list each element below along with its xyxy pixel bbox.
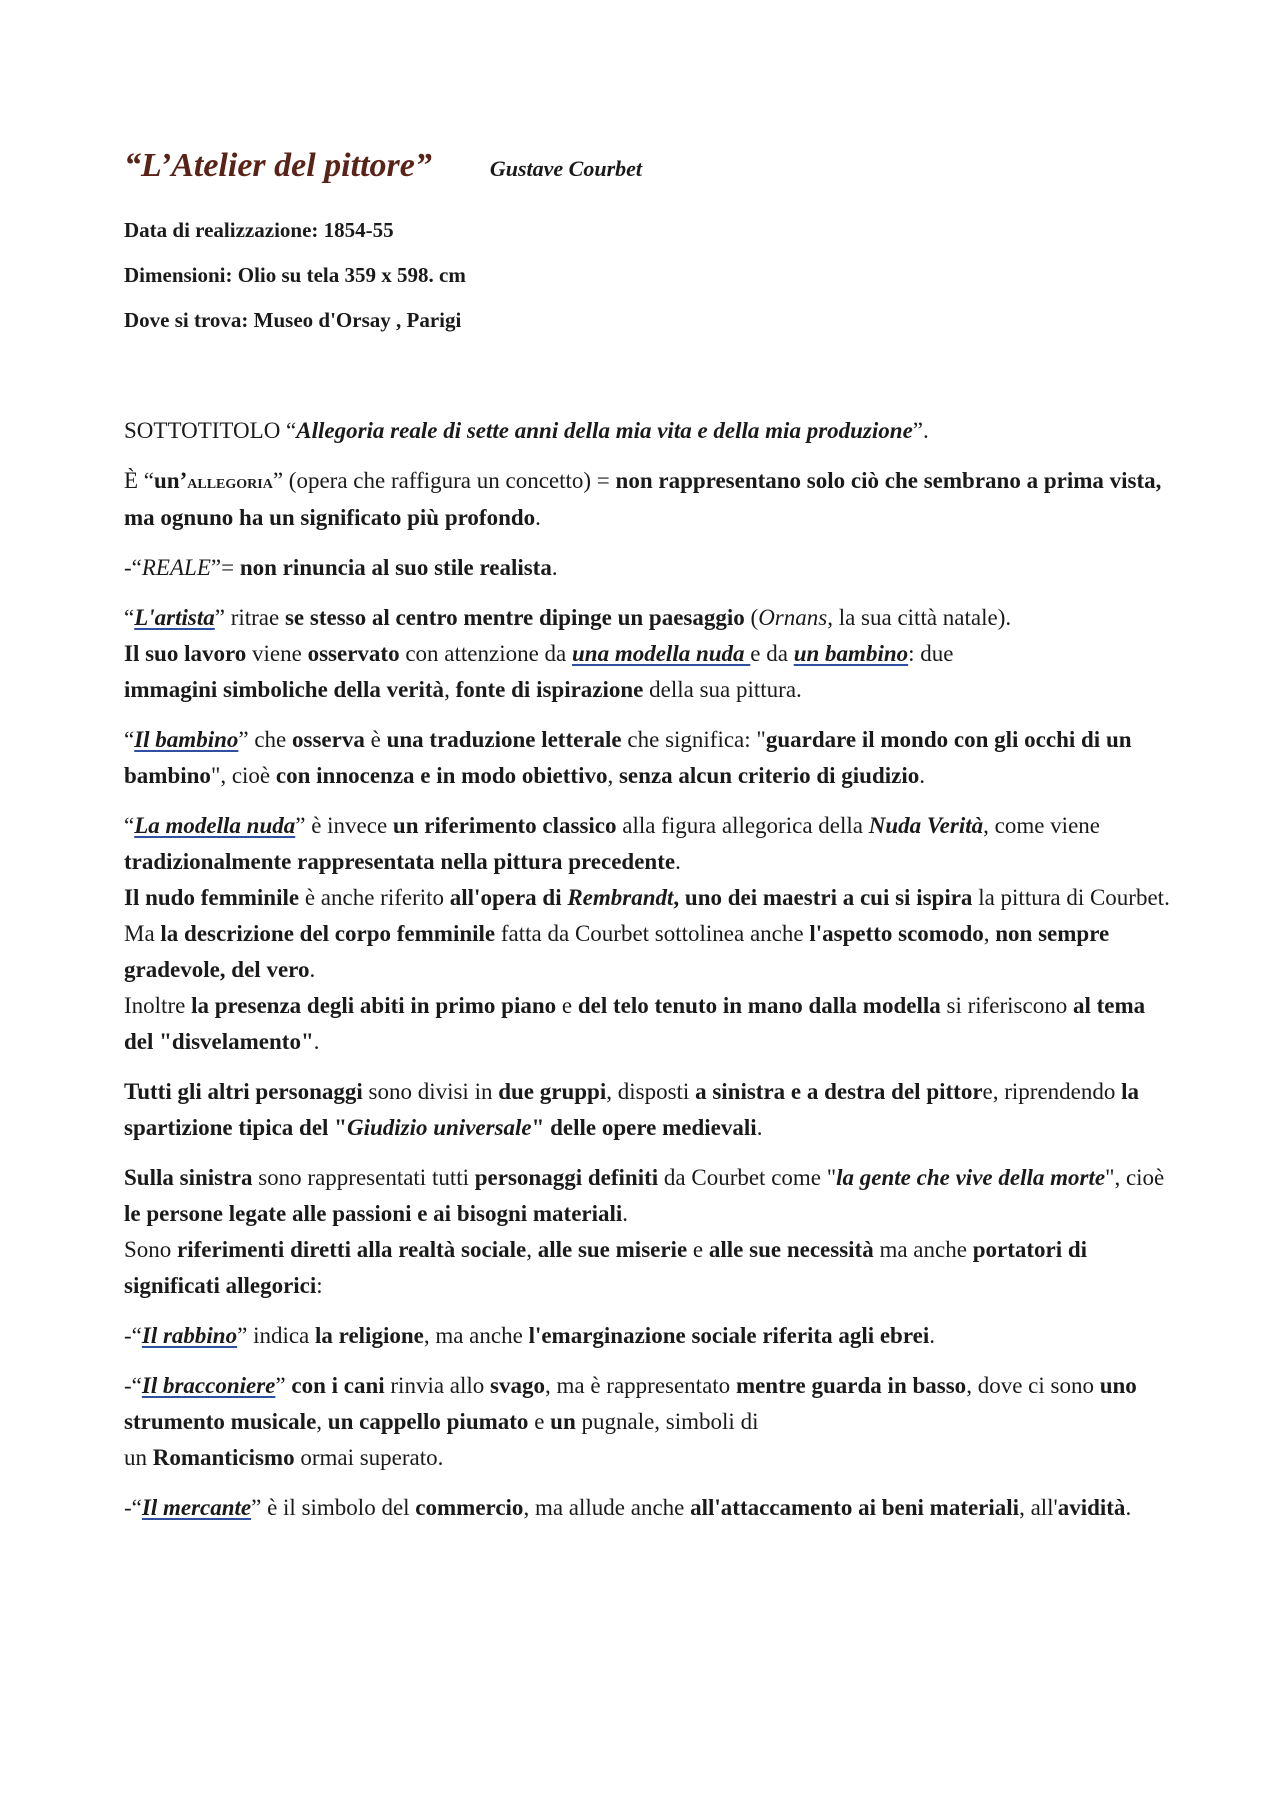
text: . bbox=[313, 1029, 320, 1054]
text: . bbox=[919, 763, 925, 788]
paragraph-subtitle bbox=[124, 413, 1174, 449]
link-la-modella-nuda[interactable]: La modella nuda bbox=[134, 813, 296, 838]
meta-dimensions: Dimensioni: Olio su tela 359 x 598. cm bbox=[124, 263, 466, 287]
link-il-bracconiere[interactable]: Il bracconiere bbox=[141, 1373, 276, 1398]
text: alla figura allegorica della bbox=[616, 813, 869, 838]
text: . bbox=[551, 555, 558, 580]
text: “ bbox=[124, 605, 135, 630]
paragraph-bambino bbox=[124, 722, 1174, 794]
text-bold: Tutti gli altri personaggi bbox=[124, 1079, 363, 1104]
link-modella-nuda[interactable]: una modella nuda bbox=[572, 641, 751, 666]
text-bold: fonte di ispirazione bbox=[455, 677, 644, 702]
text: ormai superato. bbox=[294, 1445, 444, 1470]
text-italic: Ornans bbox=[758, 605, 828, 630]
text: , all' bbox=[1019, 1495, 1058, 1520]
text-bold: con i cani bbox=[291, 1373, 385, 1398]
text: , dove ci sono bbox=[966, 1373, 1100, 1398]
text-bold: svago bbox=[490, 1373, 545, 1398]
text: ", cioè bbox=[1105, 1165, 1165, 1190]
text: . bbox=[309, 957, 316, 982]
paragraph-allegoria bbox=[124, 463, 1174, 536]
subtitle-quote: Allegoria reale di sette anni della mia vita e della mia produzione bbox=[296, 418, 913, 443]
text-bold: commercio bbox=[415, 1495, 524, 1520]
text: è anche riferito bbox=[299, 885, 450, 910]
text: della sua pittura. bbox=[643, 677, 802, 702]
text: . bbox=[756, 1115, 763, 1140]
text-bold: guardare il mondo con gli occhi di un bambino bbox=[124, 727, 1132, 788]
text-bold: la presenza degli abiti in primo piano bbox=[191, 993, 557, 1018]
text: Sono bbox=[124, 1237, 178, 1262]
text: ” che bbox=[238, 727, 293, 752]
text: , bbox=[526, 1237, 538, 1262]
text-bold: mentre guarda in basso bbox=[735, 1373, 967, 1398]
text-bold: , uno dei maestri a cui si ispira bbox=[673, 885, 973, 910]
text: ", cioè bbox=[210, 763, 276, 788]
text-bold: un cappello piumato bbox=[327, 1409, 529, 1434]
text-bold: se stesso al centro mentre dipinge un paesaggio bbox=[284, 605, 745, 630]
paragraph-artista bbox=[124, 600, 1174, 708]
text: ” bbox=[275, 1373, 292, 1398]
text-bold: l'aspetto scomodo bbox=[809, 921, 984, 946]
meta-date: Data di realizzazione: 1854-55 bbox=[124, 218, 394, 242]
text-bold: all'attaccamento ai beni materiali bbox=[690, 1495, 1020, 1520]
text: ” (opera che raffigura un concetto) = bbox=[272, 468, 616, 493]
link-il-mercante[interactable]: Il mercante bbox=[141, 1495, 252, 1520]
text: fatta da Courbet sottolinea anche bbox=[495, 921, 810, 946]
text: “ bbox=[124, 813, 135, 838]
text: : due bbox=[908, 641, 954, 666]
text: : bbox=[316, 1273, 323, 1298]
text: -“ bbox=[124, 1373, 142, 1398]
text: , ma anche bbox=[423, 1323, 529, 1348]
text-bold: riferimenti diretti alla realtà sociale bbox=[177, 1237, 527, 1262]
text-bold: la religione bbox=[315, 1323, 424, 1348]
text-bold: senza alcun criterio di giudizio bbox=[618, 763, 920, 788]
text: si riferiscono bbox=[940, 993, 1073, 1018]
text-bold: una traduzione letterale bbox=[386, 727, 622, 752]
text-bold: non rinuncia al suo stile realista bbox=[239, 555, 552, 580]
text-bold: un’ bbox=[154, 468, 188, 493]
text: viene bbox=[246, 641, 308, 666]
text: è bbox=[364, 727, 387, 752]
text-bold: " delle opere medievali bbox=[531, 1115, 757, 1140]
paragraph-reale bbox=[124, 550, 1174, 586]
text-bold: Il suo lavoro bbox=[124, 641, 247, 666]
text: . bbox=[675, 849, 681, 874]
text: che significa: " bbox=[621, 727, 766, 752]
paragraph-sinistra bbox=[124, 1160, 1174, 1304]
text-bold-italic: Giudizio universale bbox=[346, 1115, 532, 1140]
text-bold: a sinistra e a destra del pittor bbox=[695, 1079, 983, 1104]
text-italic: REALE bbox=[141, 555, 211, 580]
meta-location: Dove si trova: Museo d'Orsay , Parigi bbox=[124, 308, 462, 332]
text: ” è il simbolo del bbox=[251, 1495, 416, 1520]
text-bold: due gruppi bbox=[498, 1079, 607, 1104]
text-bold: osserva bbox=[292, 727, 365, 752]
text: ma anche bbox=[873, 1237, 973, 1262]
text: , ma allude anche bbox=[523, 1495, 691, 1520]
text: . bbox=[929, 1323, 935, 1348]
text: “ bbox=[124, 727, 135, 752]
title-line bbox=[124, 148, 1174, 202]
artwork-title: “L’Atelier del pittore” bbox=[124, 147, 432, 184]
text: rinvia allo bbox=[384, 1373, 491, 1398]
text-bold: non sempre gradevole, del vero bbox=[124, 921, 1110, 982]
text-bold-italic: Nuda Verità bbox=[868, 813, 984, 838]
text: ”. bbox=[912, 418, 929, 443]
paragraph-gruppi bbox=[124, 1074, 1174, 1146]
text: sono divisi in bbox=[362, 1079, 499, 1104]
text: , disposti bbox=[606, 1079, 696, 1104]
text: , bbox=[607, 763, 619, 788]
text-bold: portatori di significati allegorici bbox=[124, 1237, 1088, 1298]
text: ” ritrae bbox=[214, 605, 285, 630]
text: e bbox=[556, 993, 578, 1018]
text-bold: alle sue necessità bbox=[708, 1237, 874, 1262]
text: -“ bbox=[124, 1495, 142, 1520]
text: ” è invece bbox=[295, 813, 393, 838]
text: -“ bbox=[124, 1323, 142, 1348]
text: e bbox=[687, 1237, 709, 1262]
text-bold: avidità bbox=[1057, 1495, 1126, 1520]
text-bold: Il nudo femminile bbox=[124, 885, 300, 910]
link-il-rabbino[interactable]: Il rabbino bbox=[141, 1323, 238, 1348]
text-bold: con innocenza e in modo obiettivo bbox=[275, 763, 608, 788]
text: e da bbox=[750, 641, 794, 666]
text-bold: non rappresentano solo ciò che sembrano a prima vista, ma ognuno ha un significato più profondo bbox=[124, 468, 1162, 530]
text-bold: del telo tenuto in mano dalla modella bbox=[577, 993, 941, 1018]
link-il-bambino[interactable]: Il bambino bbox=[134, 727, 239, 752]
text-bold: un bbox=[550, 1409, 576, 1434]
text: , la sua città natale). bbox=[827, 605, 1012, 630]
paragraph-bracconiere bbox=[124, 1368, 1174, 1476]
text: -“ bbox=[124, 555, 142, 580]
text: e, riprendendo bbox=[982, 1079, 1122, 1104]
text-bold: la spartizione tipica del " bbox=[124, 1079, 1140, 1140]
text-bold-italic: la gente che vive della morte bbox=[836, 1165, 1106, 1190]
text: , ma è rappresentato bbox=[544, 1373, 736, 1398]
text: , bbox=[316, 1409, 328, 1434]
text: , come viene bbox=[983, 813, 1100, 838]
text: un bbox=[124, 1445, 153, 1470]
paragraph-rabbino bbox=[124, 1318, 1174, 1354]
text: ” indica bbox=[237, 1323, 316, 1348]
text: È “ bbox=[124, 468, 155, 493]
text-smallcaps: allegoria bbox=[187, 471, 273, 493]
text: SOTTOTITOLO “ bbox=[124, 418, 297, 443]
text-bold: la descrizione del corpo femminile bbox=[160, 921, 496, 946]
text: la pittura di Courbet. bbox=[972, 885, 1170, 910]
text-bold: all'opera di bbox=[449, 885, 568, 910]
text-bold: un riferimento classico bbox=[392, 813, 617, 838]
text-bold: l'emarginazione sociale riferita agli ebrei bbox=[528, 1323, 930, 1348]
text-bold: le persone legate alle passioni e ai bisogni materiali bbox=[124, 1201, 623, 1226]
text: ”= bbox=[210, 555, 240, 580]
paragraph-mercante bbox=[124, 1490, 1174, 1526]
text: e bbox=[528, 1409, 551, 1434]
text-bold: Romanticismo bbox=[152, 1445, 295, 1470]
text: con attenzione da bbox=[399, 641, 572, 666]
text: . bbox=[1125, 1495, 1132, 1520]
text-bold: Sulla sinistra bbox=[124, 1165, 253, 1190]
text-bold-italic: Rembrandt bbox=[567, 885, 674, 910]
text-bold: personaggi definiti bbox=[474, 1165, 659, 1190]
text-bold: al tema del "disvelamento" bbox=[124, 993, 1146, 1054]
link-lartista[interactable]: L'artista bbox=[134, 605, 215, 630]
text: , bbox=[444, 677, 456, 702]
paragraph-modella bbox=[124, 808, 1174, 1060]
link-bambino[interactable]: un bambino bbox=[793, 641, 909, 666]
text: Ma bbox=[124, 921, 161, 946]
text: , bbox=[983, 921, 996, 946]
text: pugnale, simboli di bbox=[575, 1409, 759, 1434]
text-bold: immagini simboliche della verità bbox=[124, 677, 445, 702]
text: da Courbet come " bbox=[658, 1165, 837, 1190]
text-bold: tradizionalmente rappresentata nella pittura precedente bbox=[124, 849, 676, 874]
text: ( bbox=[744, 605, 759, 630]
text: . bbox=[622, 1201, 629, 1226]
text-bold: uno strumento musicale bbox=[124, 1373, 1137, 1434]
text-bold: alle sue miserie bbox=[537, 1237, 688, 1262]
artist-name: Gustave Courbet bbox=[489, 156, 643, 181]
text-bold: osservato bbox=[307, 641, 400, 666]
text: sono rappresentati tutti bbox=[252, 1165, 475, 1190]
document-page bbox=[124, 148, 1174, 1540]
text: Inoltre bbox=[124, 993, 192, 1018]
text: . bbox=[535, 505, 541, 530]
